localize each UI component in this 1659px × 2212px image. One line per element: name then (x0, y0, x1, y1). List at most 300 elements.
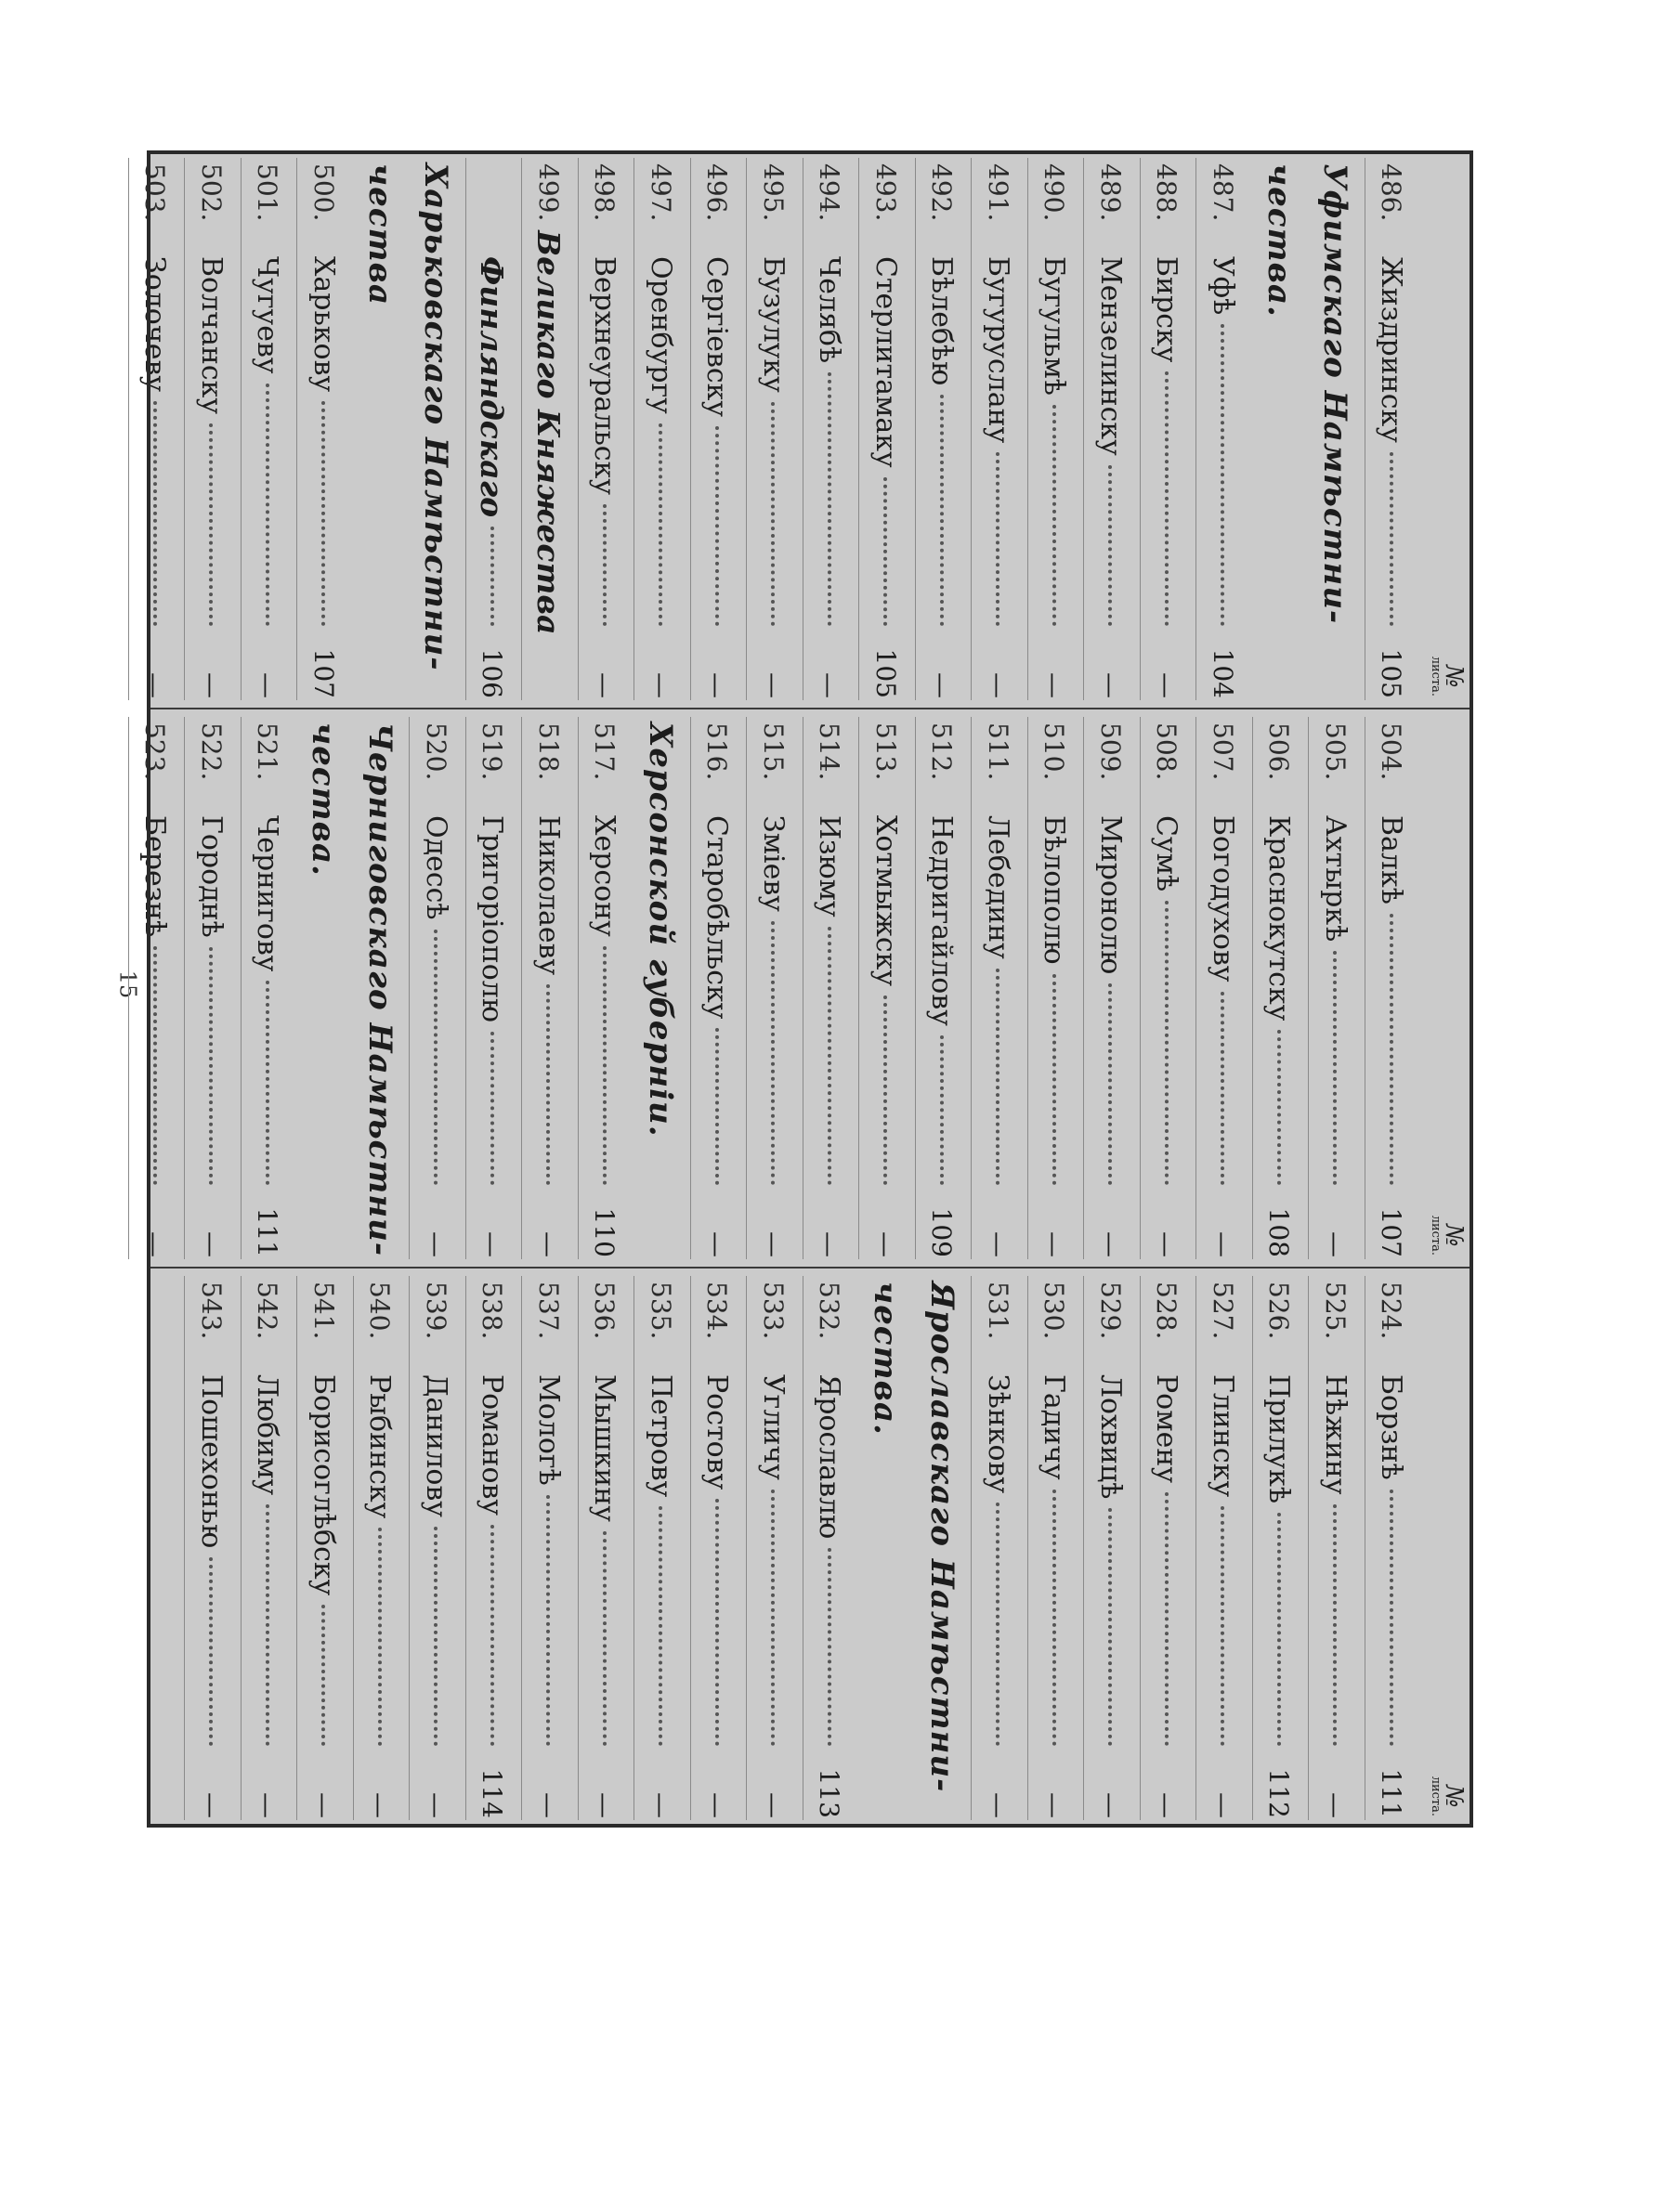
entry-place-name: Сергіевску (700, 256, 734, 418)
dot-leader (1109, 983, 1113, 1185)
entry-sheet-number: — (421, 1792, 451, 1818)
index-entry (1364, 722, 1419, 1257)
row-rule (297, 1276, 298, 1820)
entry-number: 525. (1320, 1282, 1351, 1340)
entry-sheet-number: — (758, 1792, 789, 1818)
row-rule (128, 158, 129, 700)
entry-number: 535. (646, 1282, 676, 1340)
entry-place-name: Прилукѣ (1262, 1374, 1296, 1503)
dot-leader (1165, 1492, 1169, 1746)
index-entry (1195, 1282, 1251, 1818)
index-entry (184, 163, 240, 698)
row-rule (128, 717, 129, 1259)
dot-leader (1221, 992, 1225, 1185)
entry-sheet-number: — (533, 1231, 564, 1257)
entry-place-name: Нѣжину (1319, 1374, 1352, 1495)
entry-sheet-number: — (421, 1231, 451, 1257)
section-heading-text: чества (361, 163, 398, 306)
entry-number: 497. (646, 163, 676, 222)
entry-place-name: Николаеву (532, 815, 565, 976)
page-number: 15 (114, 969, 141, 999)
dot-leader (940, 395, 944, 626)
entry-number: 487. (1208, 163, 1238, 222)
entry-place-name: Угличу (757, 1374, 790, 1480)
row-rule (185, 158, 186, 700)
row-rule (522, 158, 523, 700)
dot-leader (884, 995, 888, 1185)
entry-number: 514. (814, 722, 845, 781)
section-heading (858, 1282, 914, 1818)
entry-number: 500. (308, 163, 339, 222)
number-sign: № (1440, 1224, 1468, 1247)
index-entry (464, 163, 520, 698)
entry-place-name: Ярославлю (813, 1374, 846, 1540)
dot-leader (547, 984, 551, 1185)
entry-place-name: Изюму (813, 815, 846, 917)
index-entry (802, 1282, 857, 1818)
entry-sheet-number: — (1039, 1231, 1070, 1257)
entry-sheet-number: 106 (477, 648, 508, 698)
entry-place-name: Золочеву (138, 256, 172, 393)
entry-sheet-number: 109 (926, 1207, 958, 1257)
entry-place-name: Хотмыжску (869, 815, 902, 987)
dot-leader (1165, 371, 1169, 626)
index-entry (464, 722, 520, 1257)
entry-sheet-number: — (701, 672, 733, 698)
index-table (138, 150, 1473, 1828)
entry-number: 536. (589, 1282, 620, 1340)
entry-sheet-number: — (196, 1792, 227, 1818)
index-entry (971, 722, 1026, 1257)
entry-number: 508. (1151, 722, 1182, 781)
index-entry (1139, 722, 1195, 1257)
index-entry (1251, 722, 1307, 1257)
dot-leader (490, 527, 494, 626)
entry-place-name: Лебедину (982, 815, 1014, 959)
dot-leader (153, 946, 157, 1185)
index-entry (1364, 163, 1419, 698)
dot-leader (322, 401, 326, 626)
entry-place-name: Уфѣ (1207, 256, 1239, 316)
dot-leader (715, 426, 719, 626)
entry-number: 506. (1263, 722, 1295, 781)
entry-sheet-number: 113 (814, 1768, 845, 1818)
column-2 (138, 709, 1473, 1269)
index-entry (1026, 163, 1082, 698)
index-entry (184, 722, 240, 1257)
dot-leader (210, 423, 214, 626)
dot-leader (997, 452, 1000, 626)
entry-number: 534. (701, 1282, 733, 1340)
entry-sheet-number: — (758, 1231, 789, 1257)
entry-sheet-number: — (983, 672, 1013, 698)
entry-sheet-number: — (589, 672, 620, 698)
row-rule (1084, 1276, 1085, 1820)
entry-number: 521. (252, 722, 283, 781)
entry-sheet-number: 105 (870, 648, 901, 698)
section-heading (409, 163, 464, 698)
entry-place-name: Херсону (588, 815, 621, 937)
dot-leader (266, 384, 269, 626)
entry-place-name: Челябѣ (813, 256, 846, 364)
section-heading (296, 722, 352, 1257)
rotated-table-content (138, 150, 1473, 1828)
entry-place-name: Березнѣ (138, 815, 172, 938)
row-rule (1027, 717, 1028, 1259)
entry-place-name: Ростову (700, 1374, 734, 1490)
index-entry (1308, 1282, 1364, 1818)
entry-sheet-number: — (477, 1231, 508, 1257)
entry-sheet-number: 111 (252, 1207, 283, 1257)
index-entry (1026, 722, 1082, 1257)
dot-leader (828, 927, 831, 1185)
dot-leader (1390, 452, 1393, 626)
entry-sheet-number: — (308, 1792, 339, 1818)
dot-leader (1221, 324, 1225, 626)
entry-number: 530. (1039, 1282, 1070, 1340)
entry-number: 509. (1095, 722, 1126, 781)
entry-number: 526. (1263, 1282, 1295, 1340)
index-entry (858, 163, 914, 698)
index-entry (746, 1282, 802, 1818)
entry-place-name: Чугуеву (251, 256, 284, 374)
entry-sheet-number: 104 (1208, 648, 1238, 698)
entry-sheet-number: — (364, 1792, 396, 1818)
row-rule (747, 717, 748, 1259)
dot-leader (1390, 914, 1393, 1185)
entry-sheet-number: 107 (308, 648, 339, 698)
entry-sheet-number: — (1208, 1792, 1238, 1818)
index-entry (914, 163, 970, 698)
index-entry (1083, 722, 1139, 1257)
sheet-label: листа. (1429, 656, 1443, 696)
entry-number: 528. (1151, 1282, 1182, 1340)
index-entry (1083, 163, 1139, 698)
entry-sheet-number: — (1151, 1792, 1182, 1818)
entry-place-name: Пошехонью (195, 1374, 228, 1549)
section-heading (914, 1282, 970, 1818)
entry-place-name: Старобѣльску (700, 815, 734, 1020)
entry-sheet-number: 114 (477, 1768, 508, 1818)
entry-place-name: Рыбинску (363, 1374, 397, 1519)
entry-number: 490. (1039, 163, 1070, 222)
entry-sheet-number: — (252, 672, 283, 698)
entry-sheet-number: — (1151, 672, 1182, 698)
index-entry (127, 163, 183, 698)
entry-place-name: Чернигову (251, 815, 284, 972)
row-rule (1140, 158, 1141, 700)
row-rule (1196, 1276, 1197, 1820)
entry-sheet-number: 105 (1376, 648, 1407, 698)
dot-leader (772, 402, 776, 626)
index-entry (240, 163, 295, 698)
index-entry (1139, 1282, 1195, 1818)
entry-number: 507. (1208, 722, 1238, 781)
row-rule (1084, 158, 1085, 700)
row-rule (522, 717, 523, 1259)
row-rule (1196, 717, 1197, 1259)
section-heading-text: чества. (867, 1282, 905, 1436)
section-heading-text: чества. (305, 722, 343, 877)
entry-sheet-number: — (139, 1231, 171, 1257)
dot-leader (435, 1527, 438, 1746)
row-rule (747, 1276, 748, 1820)
row-rule (578, 717, 579, 1259)
index-entry (1308, 722, 1364, 1257)
entry-sheet-number: — (252, 1792, 283, 1818)
row-rule (185, 717, 186, 1259)
dot-leader (828, 1548, 831, 1746)
entry-sheet-number: — (196, 672, 227, 698)
entry-place-name: Оренбургу (645, 256, 677, 414)
entry-sheet-number: — (814, 1231, 845, 1257)
index-entry (577, 163, 633, 698)
entry-number: 491. (983, 163, 1013, 222)
row-rule (972, 717, 973, 1259)
row-rule (1140, 717, 1141, 1259)
entry-place-name: Мышкину (588, 1374, 621, 1522)
entry-number: 502. (196, 163, 227, 222)
dot-leader (1109, 465, 1113, 626)
entry-place-name: Зміеву (757, 815, 790, 912)
index-entry (409, 722, 464, 1257)
entry-number: 541. (308, 1282, 339, 1340)
index-entry (971, 1282, 1026, 1818)
index-entry (1195, 163, 1251, 698)
index-entry (240, 1282, 295, 1818)
entry-sheet-number: — (646, 1792, 676, 1818)
entry-number: 522. (196, 722, 227, 781)
entry-number: 542. (252, 1282, 283, 1340)
dot-leader (715, 1499, 719, 1746)
row-rule (690, 158, 691, 700)
entry-number: 512. (926, 722, 958, 781)
entry-place-name: Бѣлополю (1038, 815, 1071, 965)
column-header (1430, 1776, 1466, 1816)
dot-leader (1109, 1508, 1113, 1746)
entry-number: 540. (364, 1282, 396, 1340)
entry-number: 520. (421, 722, 451, 781)
section-heading (352, 722, 408, 1257)
index-entry (240, 722, 295, 1257)
row-rule (1140, 1276, 1141, 1820)
dot-leader (1165, 901, 1169, 1185)
entry-place-name: Сумѣ (1150, 815, 1183, 892)
entry-sheet-number: 112 (1263, 1768, 1295, 1818)
entry-place-name: Любиму (251, 1374, 284, 1496)
row-rule (859, 717, 860, 1259)
entry-place-name: Романову (476, 1374, 509, 1516)
entry-place-name: Миронолю (1094, 815, 1127, 975)
entry-number: 518. (533, 722, 564, 781)
dot-leader (378, 1528, 382, 1746)
dot-leader (997, 1503, 1000, 1746)
dot-leader (1277, 1513, 1281, 1746)
entry-number: 496. (701, 163, 733, 222)
row-rule (241, 158, 242, 700)
dot-leader (1277, 1030, 1281, 1185)
entry-number: 504. (1376, 722, 1407, 781)
entry-place-name: Валкѣ (1375, 815, 1408, 904)
index-entry (634, 1282, 689, 1818)
entry-sheet-number: — (1320, 1792, 1351, 1818)
index-entry (521, 722, 577, 1257)
dot-leader (210, 1557, 214, 1746)
entry-place-name: Ахтыркѣ (1319, 815, 1352, 943)
entry-number: 505. (1320, 722, 1351, 781)
dot-leader (1390, 1490, 1393, 1746)
entry-number: 543. (196, 1282, 227, 1340)
index-entry (1139, 163, 1195, 698)
row-rule (1309, 717, 1310, 1259)
entry-sheet-number: 108 (1263, 1207, 1295, 1257)
index-entry (746, 163, 802, 698)
number-sign: № (1440, 665, 1468, 688)
entry-number: 533. (758, 1282, 789, 1340)
row-rule (465, 1276, 466, 1820)
entry-sheet-number: — (1095, 1231, 1126, 1257)
entry-place-name: Верхнеуральску (588, 256, 621, 496)
index-entry (521, 163, 577, 698)
entry-number: 486. (1376, 163, 1407, 222)
index-entry (1026, 1282, 1082, 1818)
row-rule (522, 1276, 523, 1820)
sheet-label: листа. (1429, 1215, 1443, 1256)
entry-sheet-number: — (533, 1792, 564, 1818)
section-heading-text: чества. (1261, 163, 1298, 318)
dot-leader (715, 1028, 719, 1185)
entry-place-name: Гадичу (1038, 1374, 1071, 1480)
row-rule (690, 1276, 691, 1820)
column-header (1430, 657, 1466, 696)
entry-sheet-number: — (196, 1231, 227, 1257)
dot-leader (997, 969, 1000, 1185)
entry-sheet-number: — (589, 1792, 620, 1818)
entry-number: 513. (870, 722, 901, 781)
dot-leader (660, 423, 663, 626)
entry-number: 499. (533, 163, 564, 222)
entry-place-name: Финляндскаго (474, 256, 511, 518)
entry-place-name: Одессѣ (420, 815, 452, 920)
index-entry (352, 1282, 408, 1818)
entry-place-name: Великаго Княжества (530, 230, 567, 635)
entry-sheet-number: — (1039, 672, 1070, 698)
row-rule (747, 158, 748, 700)
dot-leader (603, 1531, 607, 1746)
entry-place-name: Бирску (1150, 256, 1183, 363)
index-entry (914, 722, 970, 1257)
entry-number: 501. (252, 163, 283, 222)
entry-sheet-number: 111 (1376, 1768, 1407, 1818)
index-entry (296, 1282, 352, 1818)
entry-sheet-number: — (1151, 1231, 1182, 1257)
entry-number: 510. (1039, 722, 1070, 781)
entry-sheet-number: — (1208, 1231, 1238, 1257)
dot-leader (1052, 974, 1056, 1186)
section-heading (1251, 163, 1307, 698)
entry-sheet-number: — (870, 1231, 901, 1257)
row-rule (634, 1276, 635, 1820)
row-rule (1027, 1276, 1028, 1820)
entry-number: 532. (814, 1282, 845, 1340)
dot-leader (435, 930, 438, 1185)
entry-place-name: Данилову (420, 1374, 452, 1517)
entry-place-name: Харькову (307, 256, 340, 393)
dot-leader (603, 946, 607, 1185)
entry-number: 527. (1208, 1282, 1238, 1340)
row-rule (972, 158, 973, 700)
section-heading (352, 163, 408, 698)
section-heading-text: Херсонской губерніи. (642, 722, 680, 1138)
index-entry (127, 722, 183, 1257)
entry-number: 495. (758, 163, 789, 222)
entry-place-name: Мензелинску (1094, 256, 1127, 456)
index-entry (577, 1282, 633, 1818)
entry-number: 531. (983, 1282, 1013, 1340)
entry-place-name: Волчанску (195, 256, 228, 415)
column-3 (147, 1269, 1473, 1828)
index-entry (802, 722, 857, 1257)
entry-number: 494. (814, 163, 845, 222)
dot-leader (828, 372, 831, 626)
row-rule (1252, 717, 1253, 1259)
entry-place-name: Борзнѣ (1375, 1374, 1408, 1480)
index-entry (746, 722, 802, 1257)
entry-place-name: Бугульмѣ (1038, 256, 1071, 396)
entry-number: 489. (1095, 163, 1126, 222)
entry-number: 517. (589, 722, 620, 781)
entry-place-name: Стерлитамаку (869, 256, 902, 468)
dot-leader (153, 401, 157, 626)
dot-leader (603, 504, 607, 626)
entry-number: 498. (589, 163, 620, 222)
index-entry (296, 163, 352, 698)
entry-number: 492. (926, 163, 958, 222)
entry-sheet-number: — (646, 672, 676, 698)
entry-sheet-number: — (701, 1231, 733, 1257)
entry-number: 537. (533, 1282, 564, 1340)
row-rule (578, 1276, 579, 1820)
entry-sheet-number: — (983, 1792, 1013, 1818)
number-sign: № (1440, 1785, 1468, 1808)
row-rule (859, 158, 860, 700)
entry-sheet-number: — (1095, 1792, 1126, 1818)
entry-number: 515. (758, 722, 789, 781)
entry-sheet-number: — (1039, 1792, 1070, 1818)
entry-sheet-number: — (758, 672, 789, 698)
row-rule (410, 1276, 411, 1820)
row-rule (578, 158, 579, 700)
dot-leader (1052, 405, 1056, 626)
section-heading-text: Уфимскаго Намѣстни- (1316, 163, 1354, 625)
index-entry (464, 1282, 520, 1818)
entry-place-name: Григоріополю (476, 815, 509, 1022)
dot-leader (1221, 1506, 1225, 1746)
index-entry (409, 1282, 464, 1818)
row-rule (915, 158, 916, 700)
index-entry (634, 163, 689, 698)
entry-place-name: Краснокутску (1262, 815, 1296, 1021)
entry-place-name: Зѣнкову (982, 1374, 1014, 1494)
dot-leader (266, 981, 269, 1185)
dot-leader (772, 921, 776, 1185)
entry-number: 511. (983, 722, 1013, 781)
entry-sheet-number: — (139, 672, 171, 698)
index-entry (184, 1282, 240, 1818)
row-rule (353, 1276, 354, 1820)
row-rule (297, 158, 298, 700)
index-entry (858, 722, 914, 1257)
